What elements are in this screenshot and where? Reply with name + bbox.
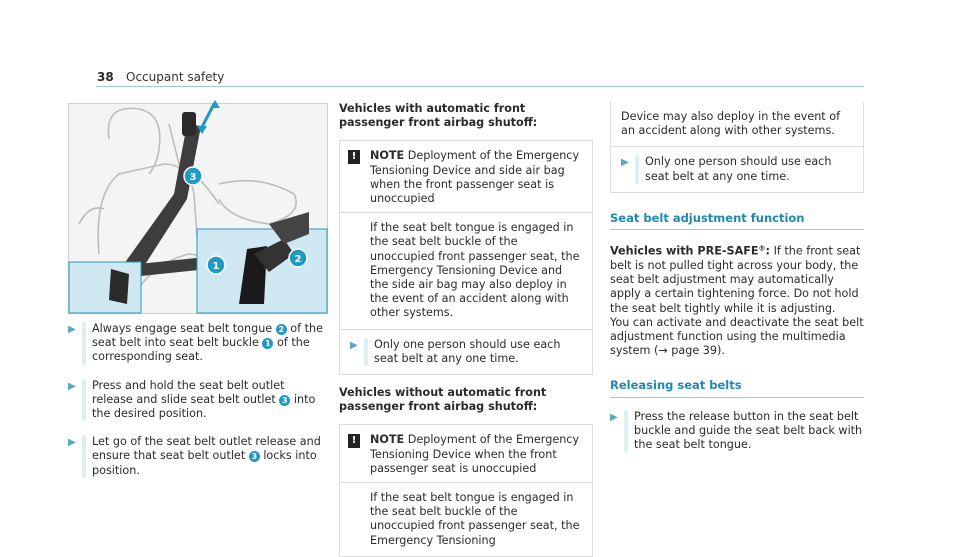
callout-badge: 2 <box>276 324 287 335</box>
page-header-title: Occupant safety <box>126 70 225 84</box>
middle-column <box>339 102 593 547</box>
step-item: ▶ Press and hold the seat belt outlet release and slide seat belt outlet 3 into the desired position. <box>68 379 326 422</box>
note-label: NOTE <box>370 149 405 163</box>
section-title: Seat belt adjustment function <box>610 210 805 225</box>
note-bullet: ▶ Only one person should use each seat belt at any one time. <box>611 147 863 191</box>
note-title: Deployment of the Emergency Tensioning Device and side air bag when the front passenger seat is unoccupied <box>370 149 580 206</box>
right-column <box>610 102 864 452</box>
note-box <box>339 424 593 556</box>
svg-text:2: 2 <box>294 254 302 265</box>
note-title: Deployment of the Emergency Tensioning Device when the front passenger seat is unoccupied <box>370 433 580 475</box>
section-seat-belt-adjustment <box>610 211 864 359</box>
seat-belt-drawing <box>69 104 327 313</box>
note-bullet: ▶ Only one person should use each seat belt at any one time. <box>340 330 592 374</box>
step-item: ▶ Always engage seat belt tongue 2 of the seat belt into seat belt buckle 1 of the corresponding seat. <box>68 322 326 365</box>
note-body: If the seat belt tongue is engaged in the seat belt buckle of the unoccupied front passenger seat, the Emergency Tensioning <box>370 491 580 547</box>
note-body: Device may also deploy in the event of an accident along with other systems. <box>611 102 863 147</box>
paragraph: Vehicles with PRE-SAFE®: If the front seat belt is not pulled tight across your body, the seat belt adjustment may automatically apply a certain tightening force. Do not hold the seat belt tightly while it is adjusting. <box>610 244 861 315</box>
page-number: 38 <box>97 70 114 84</box>
step-arrow-icon: ▶ <box>610 411 618 423</box>
paragraph: You can activate and deactivate the seat belt adjustment function using the multimedia system (→ page 39). <box>610 315 864 358</box>
header-rule <box>96 86 864 87</box>
callout-2 <box>289 249 307 267</box>
note-label: NOTE <box>370 433 405 447</box>
seat-belt-illustration <box>68 103 328 314</box>
step-arrow-icon: ▶ <box>68 324 76 335</box>
section-heading: Vehicles with automatic front passenger front airbag shutoff: <box>339 102 538 130</box>
note-box <box>339 140 593 375</box>
svg-text:3: 3 <box>189 172 197 183</box>
warning-icon: ! <box>348 434 360 448</box>
page-link[interactable]: page 39). <box>667 344 725 358</box>
section-rule <box>610 229 864 230</box>
section-releasing-seat-belts <box>610 378 864 452</box>
section-heading: Vehicles without automatic front passenger front airbag shutoff: <box>339 386 547 414</box>
warning-icon: ! <box>348 150 360 164</box>
callout-badge: 1 <box>262 338 273 349</box>
section-title: Releasing seat belts <box>610 378 742 393</box>
note-body: If the seat belt tongue is engaged in the seat belt buckle of the unoccupied front passenger seat, the Emergency Tensioning Device and the side air bag may also deploy in the event of an accident along with other systems. <box>340 213 592 329</box>
bullet-arrow-icon: ▶ <box>621 157 629 169</box>
callout-3 <box>184 167 202 185</box>
cross-reference-arrow-icon: → <box>658 344 668 358</box>
step-item: ▶ Let go of the seat belt outlet release and ensure that seat belt outlet 3 locks into position. <box>68 435 326 478</box>
svg-text:1: 1 <box>212 261 220 272</box>
callout-badge: 3 <box>249 451 260 462</box>
step-arrow-icon: ▶ <box>68 380 76 392</box>
section-rule <box>610 397 864 398</box>
callout-1 <box>207 256 225 274</box>
note-box-continued <box>610 102 864 193</box>
step-arrow-icon: ▶ <box>68 437 76 449</box>
step-item: ▶ Press the release button in the seat belt buckle and guide the seat belt back with the seat belt tongue. <box>610 409 863 451</box>
bullet-arrow-icon: ▶ <box>350 339 358 351</box>
steps-list <box>68 322 326 478</box>
callout-badge: 3 <box>279 395 290 406</box>
